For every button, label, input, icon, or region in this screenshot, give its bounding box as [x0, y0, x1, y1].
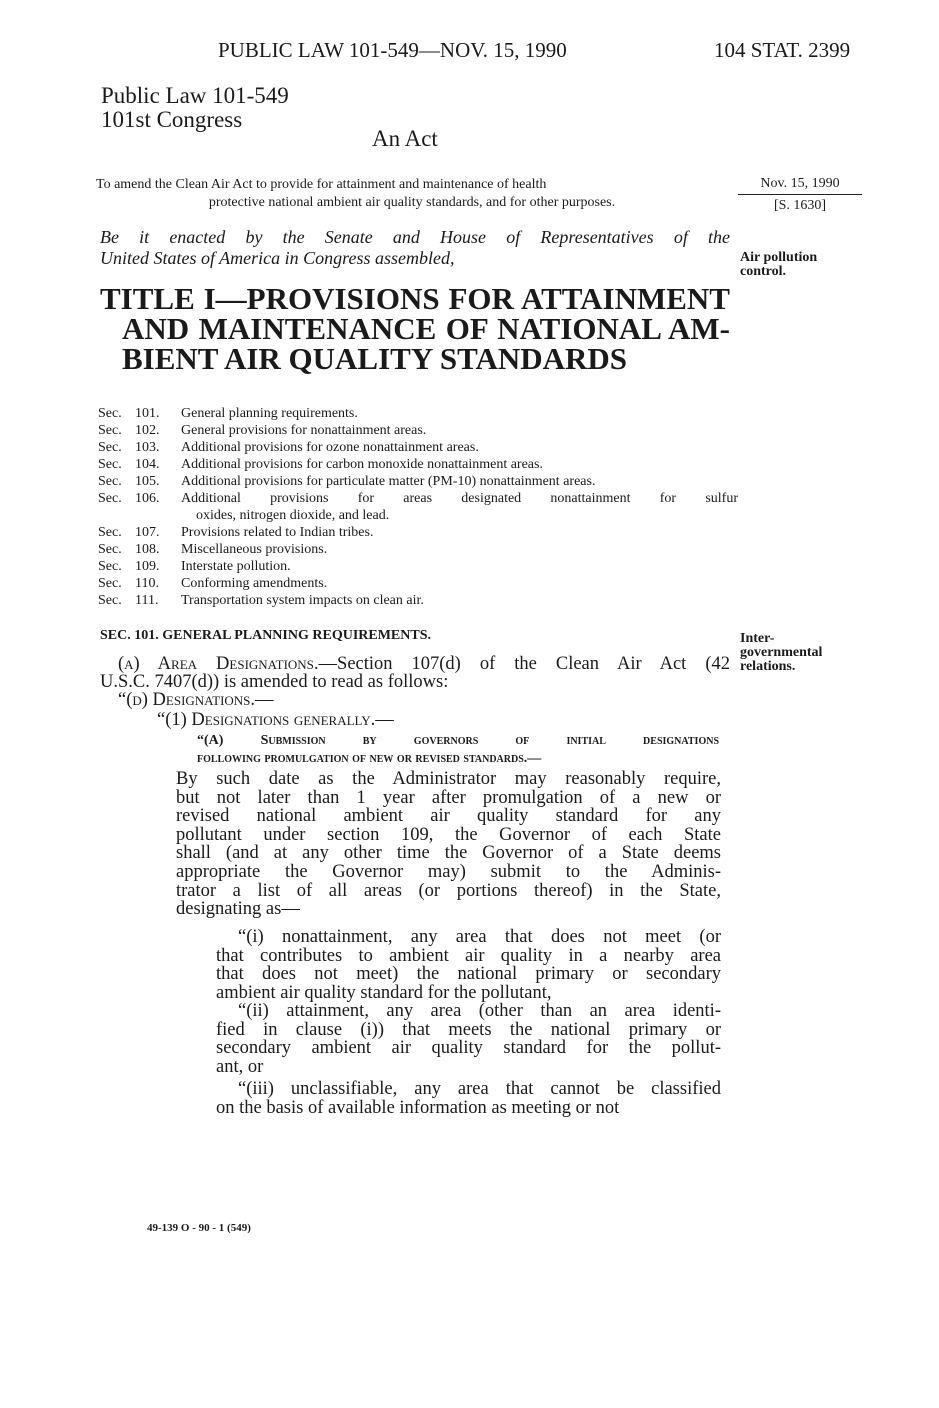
act-purpose [96, 176, 728, 212]
text-line: “(ii) attainment, any area (other than an area identi- [238, 1001, 721, 1021]
toc-text: Additional provisions for carbon monoxide nonattainment areas. [181, 457, 543, 472]
text-line: ambient air quality standard for the pollutant, [216, 982, 552, 1003]
text-line: shall (and at any other time the Governor of a State deems [176, 843, 721, 864]
toc-num: 106. [135, 491, 160, 506]
toc-sec: Sec. [98, 474, 122, 489]
toc-sec: Sec. [98, 491, 122, 506]
paragraph-d1-label: “(1) Designations generally.— [157, 710, 394, 730]
margin-rule [738, 194, 862, 195]
print-code: 49-139 O - 90 - 1 (549) [147, 1222, 251, 1234]
purpose-line-2: protective national ambient air quality standards, and for other purposes. [208, 195, 616, 210]
table-of-contents [98, 405, 738, 609]
toc-row [98, 405, 738, 422]
margin-date-box [738, 176, 862, 214]
toc-text: General planning requirements. [181, 406, 358, 421]
toc-num: 110. [135, 576, 159, 591]
toc-sec: Sec. [98, 440, 122, 455]
enacting-line-2: United States of America in Congress assembled, [100, 248, 455, 268]
text-line: appropriate the Governor may) submit to the Adminis- [176, 861, 721, 882]
margin-bill: [S. 1630] [773, 198, 827, 213]
toc-row [98, 558, 738, 575]
toc-row [98, 439, 738, 456]
subsection-a-line-1 [118, 655, 730, 673]
margin-note-air-pollution: Air pollution control. [740, 250, 818, 279]
subsection-a-line-2: U.S.C. 7407(d)) is amended to read as follows: [100, 672, 449, 692]
toc-num: 103. [135, 440, 160, 455]
subparagraph-A-heading-line-2: following promulgation of new or revised standards.— [197, 751, 542, 766]
subparagraph-A-heading [197, 732, 719, 768]
purpose-line-1: To amend the Clean Air Act to provide for attainment and maintenance of health [96, 177, 547, 192]
toc-text: General provisions for nonattainment areas. [181, 423, 427, 438]
toc-sec: Sec. [98, 525, 122, 540]
clause-ii [216, 1002, 721, 1076]
margin-note-intergovernmental: Inter-governmental relations. [740, 631, 823, 674]
toc-text: Additional provisions for areas designated nonattainment for sulfur [181, 491, 738, 506]
toc-row [98, 524, 738, 541]
toc-row [98, 473, 738, 490]
text-line: fied in clause (i)) that meets the national primary or [216, 1019, 721, 1040]
toc-num: 109. [135, 559, 160, 574]
toc-text: Interstate pollution. [181, 559, 291, 574]
text-line: By such date as the Administrator may reasonably require, [176, 769, 721, 789]
enacting-line-1: Be it enacted by the Senate and House of Representatives of the [100, 227, 730, 247]
subsection-a-text: —Section 107(d) of the Clean Air Act (42 [318, 654, 730, 674]
toc-text: Miscellaneous provisions. [181, 542, 328, 557]
paragraph-d-label: “(d) Designations.— [118, 690, 274, 710]
running-head: PUBLIC LAW 101-549—NOV. 15, 1990 [218, 38, 567, 62]
toc-text: Provisions related to Indian tribes. [181, 525, 374, 540]
toc-num: 108. [135, 542, 160, 557]
toc-sec: Sec. [98, 406, 122, 421]
enacting-clause [100, 227, 730, 269]
text-line: revised national ambient air quality standard for any [176, 806, 721, 827]
text-line: on the basis of available information as meeting or not [216, 1097, 620, 1118]
title-line-1: TITLE I—PROVISIONS FOR ATTAINMENT [100, 281, 730, 316]
toc-sec: Sec. [98, 576, 122, 591]
toc-sec: Sec. [98, 423, 122, 438]
toc-row [98, 422, 738, 439]
toc-text-continued: oxides, nitrogen dioxide, and lead. [196, 508, 390, 523]
stat-reference: 104 STAT. 2399 [714, 38, 851, 62]
text-line: “(i) nonattainment, any area that does not meet (or [238, 927, 721, 947]
toc-text: Additional provisions for ozone nonattainment areas. [181, 440, 479, 455]
text-line: secondary ambient air quality standard for the pollut- [216, 1038, 721, 1059]
text-line: that does not meet) the national primary or secondary [216, 964, 721, 985]
title-line-3: BIENT AIR QUALITY STANDARDS [122, 341, 628, 376]
toc-sec: Sec. [98, 542, 122, 557]
text-line: “(iii) unclassifiable, any area that cannot be classified [238, 1079, 721, 1099]
toc-row [98, 541, 738, 558]
toc-row [98, 592, 738, 609]
congress-label: 101st Congress [101, 107, 243, 132]
subparagraph-A-body [176, 770, 721, 919]
toc-text: Conforming amendments. [181, 576, 328, 591]
text-line: but not later than 1 year after promulgation of a new or [176, 787, 721, 808]
section-heading: SEC. 101. GENERAL PLANNING REQUIREMENTS. [100, 628, 431, 643]
toc-num: 104. [135, 457, 160, 472]
toc-row [98, 490, 738, 507]
public-law-number: Public Law 101-549 [101, 83, 289, 108]
toc-row [98, 575, 738, 592]
toc-num: 102. [135, 423, 160, 438]
clause-iii [216, 1080, 721, 1117]
text-line: ant, or [216, 1056, 264, 1077]
title-heading [100, 281, 730, 376]
toc-text: Transportation system impacts on clean air. [181, 593, 424, 608]
toc-row [98, 456, 738, 473]
text-line: trator a list of all areas (or portions thereof) in the State, [176, 880, 721, 901]
toc-sec: Sec. [98, 457, 122, 472]
subsection-a-label: (a) Area Designations. [118, 654, 319, 674]
clause-i [216, 928, 721, 1002]
margin-date: Nov. 15, 1990 [760, 176, 840, 191]
toc-num: 111. [135, 593, 159, 608]
text-line: designating as— [176, 899, 300, 920]
toc-num: 107. [135, 525, 160, 540]
toc-text: Additional provisions for particulate matter (PM-10) nonattainment areas. [181, 474, 596, 489]
toc-num: 105. [135, 474, 160, 489]
text-line: that contributes to ambient air quality in a nearby area [216, 945, 721, 966]
toc-num: 101. [135, 406, 160, 421]
title-line-2: AND MAINTENANCE OF NATIONAL AM- [122, 311, 730, 346]
subparagraph-A-heading-line-1: “(A) Submission by governors of initial designations [197, 733, 719, 748]
toc-sec: Sec. [98, 559, 122, 574]
text-line: pollutant under section 109, the Governor of each State [176, 824, 721, 845]
act-label: An Act [372, 126, 438, 151]
toc-sec: Sec. [98, 593, 122, 608]
